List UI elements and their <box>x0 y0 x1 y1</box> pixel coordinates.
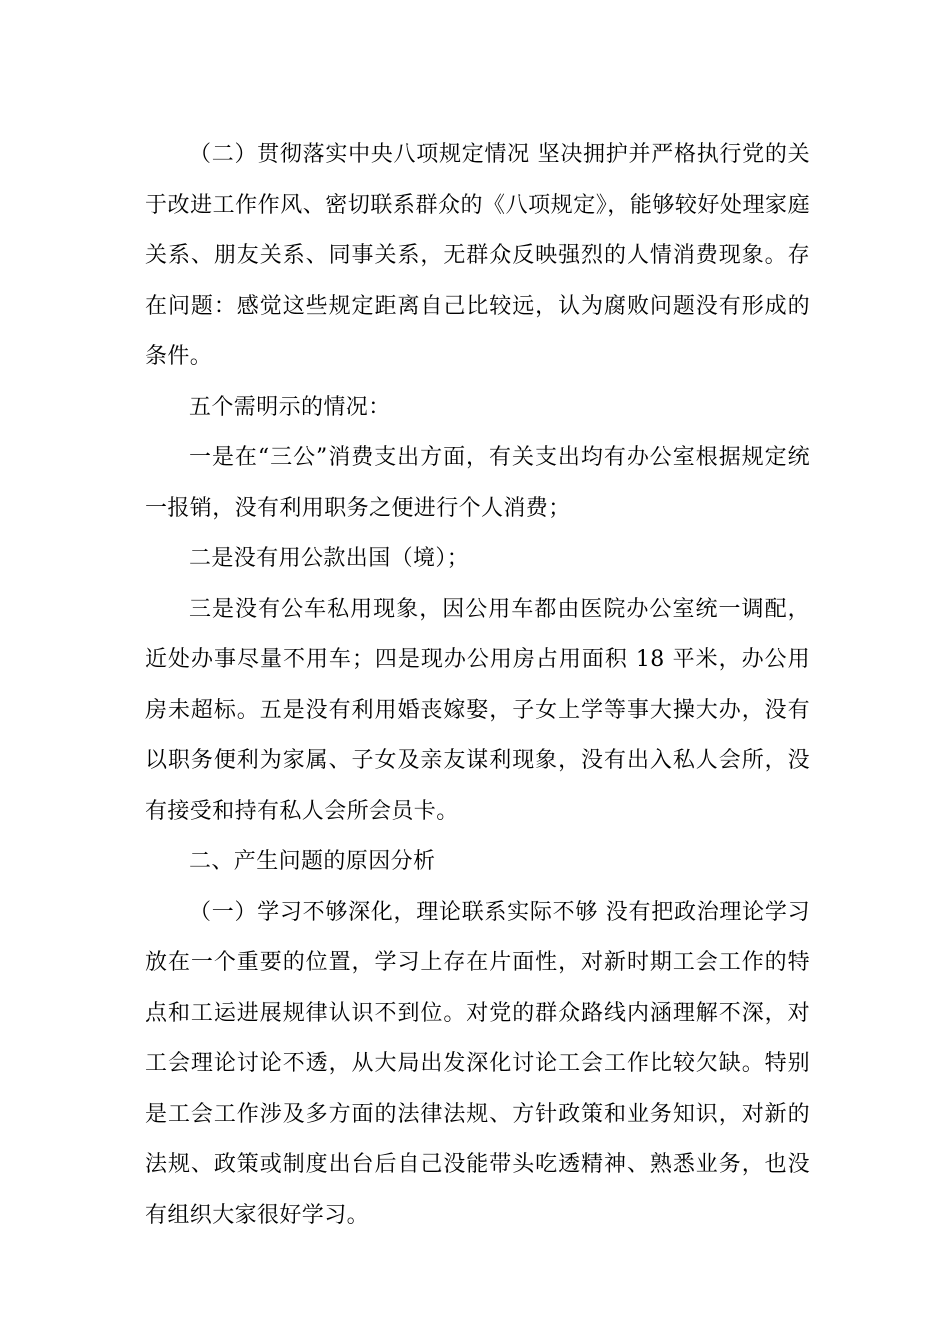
paragraph-disclosure-one: 一是在“三公”消费支出方面，有关支出均有办公室根据规定统一报销，没有利用职务之便进行个人消费； <box>145 445 810 521</box>
paragraph-disclosure-three-to-five: 三是没有公车私用现象，因公用车都由医院办公室统一调配，近处办事尽量不用车；四是现办公用房占用面积 18 平米，办公用房未超标。五是没有利用婚丧嫁娶，子女上学等事大操大办，没有以职务便利为家属、子女及亲友谋利现象，没有出入私人会所，没有接受和持有私人会所会员卡。 <box>145 596 810 824</box>
section-heading-cause-analysis: 二、产生问题的原因分析 <box>189 849 436 874</box>
document-body <box>145 130 810 1241</box>
paragraph-disclosure-two: 二是没有用公款出国（境）； <box>189 546 470 571</box>
paragraph-eight-rules: （二）贯彻落实中央八项规定情况 坚决拥护并严格执行党的关于改进工作作风、密切联系群众的《八项规定》，能够较好处理家庭关系、朋友关系、同事关系，无群众反映强烈的人情消费现象。存在问题：感觉这些规定距离自己比较远，认为腐败问题没有形成的条件。 <box>145 142 810 369</box>
paragraph-five-disclosures-heading: 五个需明示的情况： <box>189 394 391 420</box>
paragraph-study-insufficient: （一）学习不够深化，理论联系实际不够 没有把政治理论学习放在一个重要的位置，学习上存在片面性，对新时期工会工作的特点和工运进展规律认识不到位。对党的群众路线内涵理解不深，对工会理论讨论不透，从大局出发深化讨论工会工作比较欠缺。特别是工会工作涉及多方面的法律法规、方针政策和业务知识，对新的法规、政策或制度出台后自己没能带头吃透精神、熟悉业务，也没有组织大家很好学习。 <box>145 899 810 1228</box>
